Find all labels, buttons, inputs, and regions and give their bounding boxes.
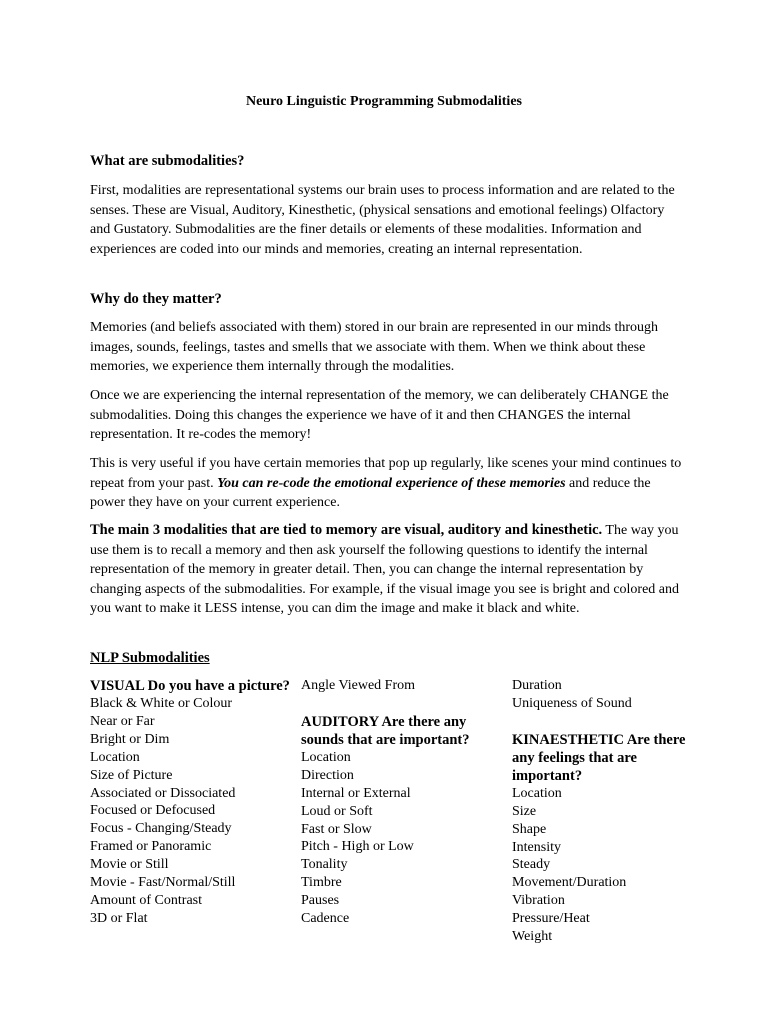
auditory-column — [301, 677, 481, 928]
list-item: Fast or Slow — [301, 821, 372, 837]
visual-heading: VISUAL Do you have a picture? — [90, 678, 290, 694]
list-item: Uniqueness of Sound — [512, 695, 632, 711]
list-item: Location — [301, 749, 351, 765]
paragraph-useful-start: This is very useful if you have certain memories that pop up regularly, like scenes your mind continues to repeat from your past. — [90, 456, 682, 491]
paragraph-useful-end: and reduce the power they have on your current experience. — [90, 475, 651, 510]
list-item: Weight — [512, 929, 553, 945]
list-item: Location — [512, 785, 562, 801]
list-item: Pitch - High or Low — [301, 839, 414, 855]
list-item: Pauses — [301, 893, 340, 909]
list-item: Bright or Dim — [90, 731, 170, 747]
list-item: Framed or Panoramic — [90, 839, 212, 855]
list-item: Movie or Still — [90, 857, 169, 873]
list-item: Location — [90, 749, 140, 765]
list-item: Angle Viewed From — [301, 678, 415, 693]
list-item: Shape — [512, 821, 547, 837]
list-item: 3D or Flat — [90, 910, 148, 926]
section-heading-what-are-submodalities: What are submodalities? — [90, 153, 245, 169]
list-item: Duration — [512, 678, 562, 693]
kinaesthetic-column — [512, 677, 692, 946]
document-title: Neuro Linguistic Programming Submodalities — [245, 94, 522, 109]
list-item: Pressure/Heat — [512, 911, 590, 927]
list-item: Timbre — [301, 875, 342, 891]
list-item: Tonality — [301, 857, 348, 873]
list-item: Loud or Soft — [301, 803, 373, 819]
list-item: Direction — [301, 767, 354, 783]
list-item: Size of Picture — [90, 767, 173, 783]
paragraph-change-submodalities: Once we are experiencing the internal representation of the memory, we can deliberately CHANGE the submodalities. Doing this changes the experience we have of it and then CHANGES the internal representation. It re-codes the memory! — [90, 388, 669, 442]
list-item: Amount of Contrast — [90, 892, 202, 908]
list-item: Associated or Dissociated — [90, 785, 236, 801]
list-item: Movie - Fast/Normal/Still — [90, 875, 236, 891]
list-item: Movement/Duration — [512, 875, 627, 891]
visual-column — [90, 677, 290, 928]
list-item: Cadence — [301, 911, 350, 927]
list-item: Size — [512, 803, 537, 819]
list-item: Intensity — [512, 839, 561, 855]
list-item: Internal or External — [301, 785, 411, 801]
kinaesthetic-heading: KINAESTHETIC Are there any feelings that are important? — [512, 731, 686, 784]
list-item: Steady — [512, 857, 551, 873]
paragraph-useful — [90, 454, 682, 513]
nlp-submodalities-heading: NLP Submodalities — [90, 650, 210, 666]
paragraph-memories: Memories (and beliefs associated with them) stored in our brain are represented in our minds through images, sounds, feelings, tastes and smells that we associate with them. When we think about these memories, we experience them internally through the modalities. — [90, 320, 659, 374]
section-heading-why-do-they-matter: Why do they matter? — [90, 291, 222, 307]
paragraph-useful-emphasis: You can re-code the emotional experience of these memories — [217, 475, 566, 491]
paragraph-main-modalities-rest: The way you use them is to recall a memory and then ask yourself the following questions to identify the internal representation of the memory in greater detail. Then, you can change the internal representation by changing aspects of the submodalities. For example, if the visual image you see is bright and colored and you want to make it LESS intense, you can dim the image and make it black and white. — [90, 523, 680, 616]
list-item: Focus - Changing/Steady — [90, 821, 232, 837]
paragraph-main-modalities — [90, 521, 682, 619]
list-item: Vibration — [512, 893, 565, 909]
list-item: Focused or Defocused — [90, 803, 216, 819]
auditory-heading: AUDITORY Are there any sounds that are important? — [301, 713, 470, 748]
list-item: Near or Far — [90, 713, 155, 729]
paragraph-main-modalities-bold: The main 3 modalities that are tied to memory are visual, auditory and kinesthetic. — [90, 522, 603, 538]
list-item: Black & White or Colour — [90, 696, 233, 711]
paragraph-modalities-definition: First, modalities are representational systems our brain uses to process information and are related to the senses. These are Visual, Auditory, Kinesthetic, (physical sensations and emotional feelings) Olfactory and Gustatory. Submodalities are the finer details or elements of these modalities. Information and experiences are coded into our minds and memories, creating an internal representation. — [90, 183, 675, 257]
